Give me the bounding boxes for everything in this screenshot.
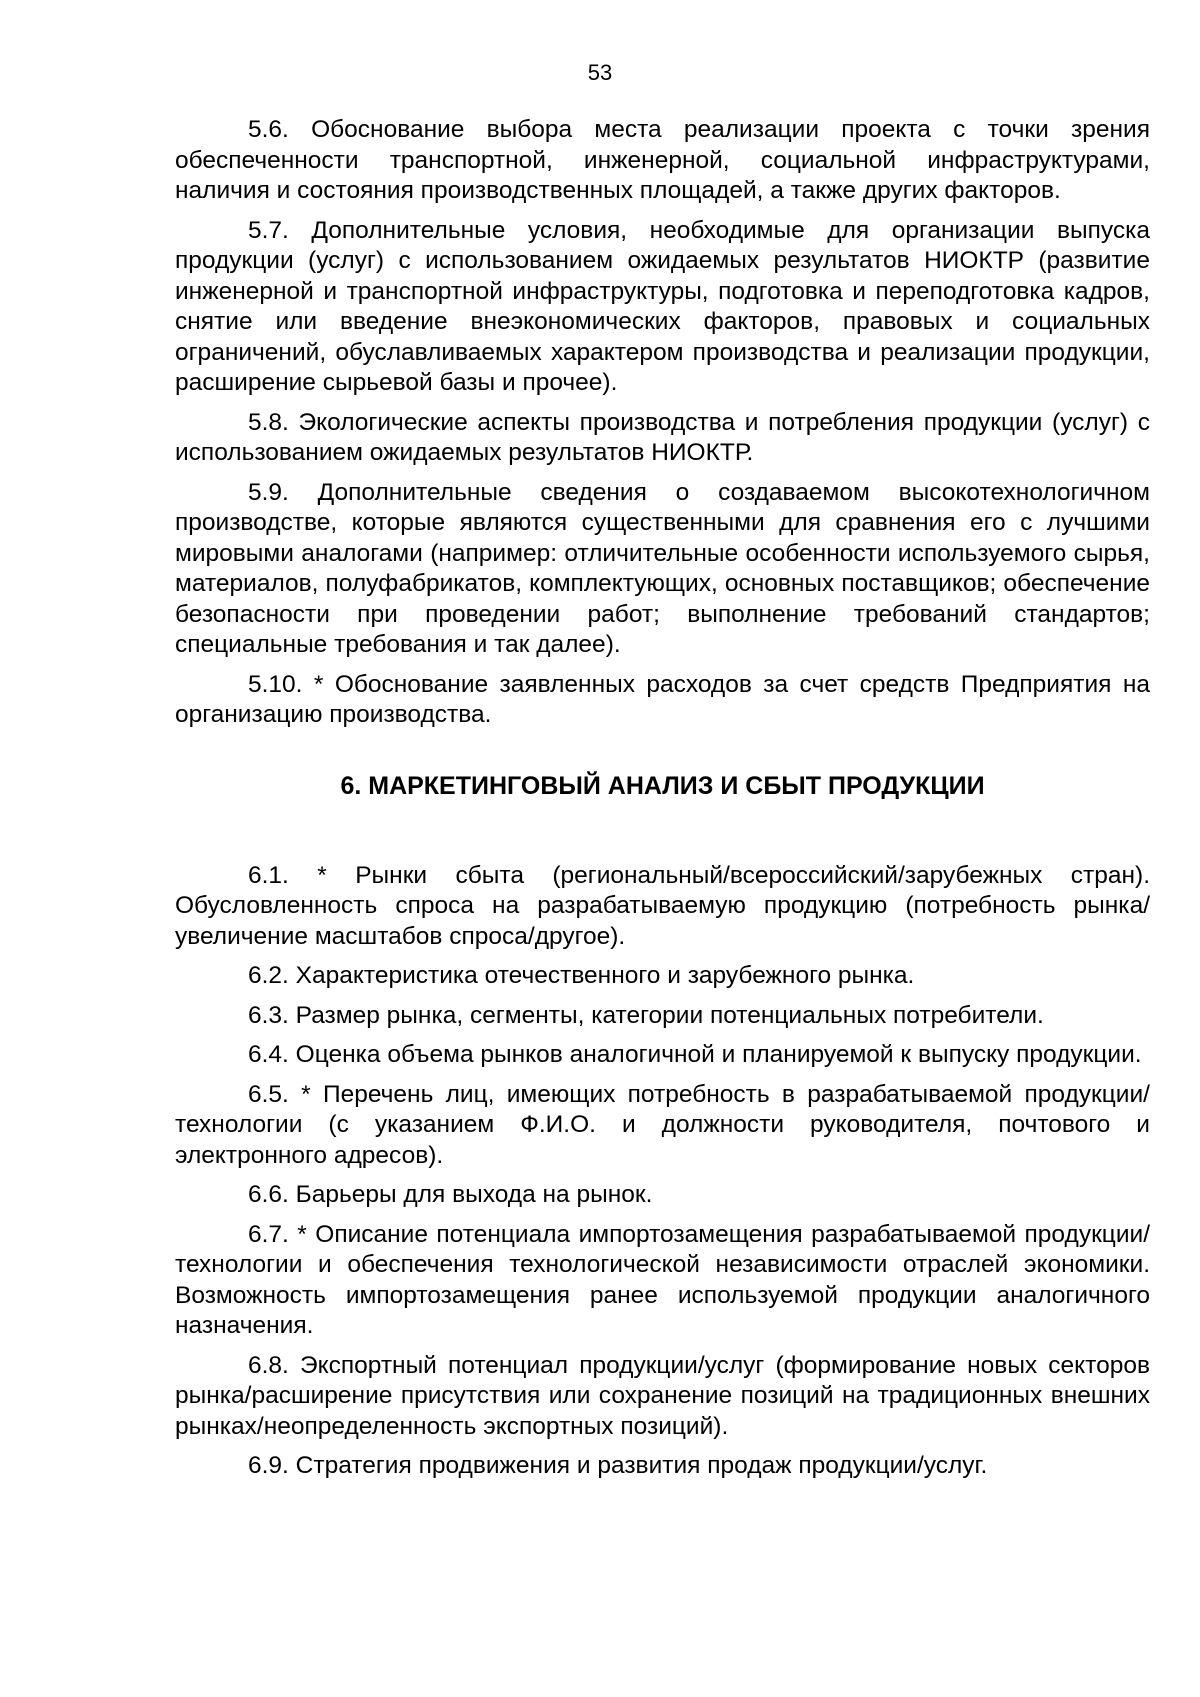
paragraph-6-8: 6.8. Экспортный потенциал продукции/услуг (формирование новых секторов рынка/расширение присутствия или сохранение позиций на традиционных внешних рынках/неопределенность экспортных позиций). bbox=[175, 1351, 1150, 1440]
paragraph-5-8: 5.8. Экологические аспекты производства и потребления продукции (услуг) с использованием ожидаемых результатов НИОКТР. bbox=[175, 408, 1150, 466]
paragraph-5-6: 5.6. Обоснование выбора места реализации проекта с точки зрения обеспеченности транспортной, инженерной, социальной инфраструктурами, наличия и состояния производственных площадей, а также других факторов. bbox=[175, 116, 1150, 204]
paragraph-6-4: 6.4. Оценка объема рынков аналогичной и планируемой к выпуску продукции. bbox=[248, 1041, 1142, 1068]
paragraph-6-5: 6.5. * Перечень лиц, имеющих потребность в разрабатываемой продукции/технологии (с указанием Ф.И.О. и должности руководителя, почтового и электронного адресов). bbox=[175, 1080, 1150, 1169]
paragraph-6-7: 6.7. * Описание потенциала импортозамещения разрабатываемой продукции/технологии и обеспечения технологической независимости отраслей экономики. Возможность импортозамещения ранее используемой продукции аналогичного назначения. bbox=[175, 1220, 1150, 1339]
paragraph-5-10: 5.10. * Обоснование заявленных расходов за счет средств Предприятия на организацию производства. bbox=[175, 670, 1150, 728]
paragraph-6-3: 6.3. Размер рынка, сегменты, категории потенциальных потребители. bbox=[248, 1001, 1044, 1029]
paragraph-6-2: 6.2. Характеристика отечественного и зарубежного рынка. bbox=[248, 962, 915, 989]
paragraph-5-9: 5.9. Дополнительные сведения о создаваемом высокотехнологичном производстве, которые являются существенными для сравнения его с лучшими мировыми аналогами (например: отличительные особенности используемого сырья, материалов, полуфабрикатов, комплектующих, основных поставщиков; обеспечение безопасности при проведении работ; выполнение требований стандартов; специальные требования и так далее). bbox=[175, 478, 1150, 658]
paragraph-5-7: 5.7. Дополнительные условия, необходимые для организации выпуска продукции (услуг) с использованием ожидаемых результатов НИОКТР (развитие инженерной и транспортной инфраструктуры, подготовка и переподготовка кадров, снятие или введение внеэкономических факторов, правовых и социальных ограничений, обуславливаемых характером производства и реализации продукции, расширение сырьевой базы и прочее). bbox=[175, 216, 1150, 396]
section-6-heading: 6. МАРКЕТИНГОВЫЙ АНАЛИЗ И СБЫТ ПРОДУКЦИИ bbox=[340, 771, 985, 800]
paragraph-6-6: 6.6. Барьеры для выхода на рынок. bbox=[248, 1181, 653, 1208]
document-body bbox=[175, 115, 1150, 1491]
paragraph-6-1: 6.1. * Рынки сбыта (региональный/всероссийский/зарубежных стран). Обусловленность спроса на разрабатываемую продукцию (потребность рынка/увеличение масштабов спроса/другое). bbox=[175, 861, 1150, 950]
page-number: 53 bbox=[587, 60, 613, 85]
paragraph-6-9: 6.9. Стратегия продвижения и развития продаж продукции/услуг. bbox=[248, 1452, 988, 1479]
